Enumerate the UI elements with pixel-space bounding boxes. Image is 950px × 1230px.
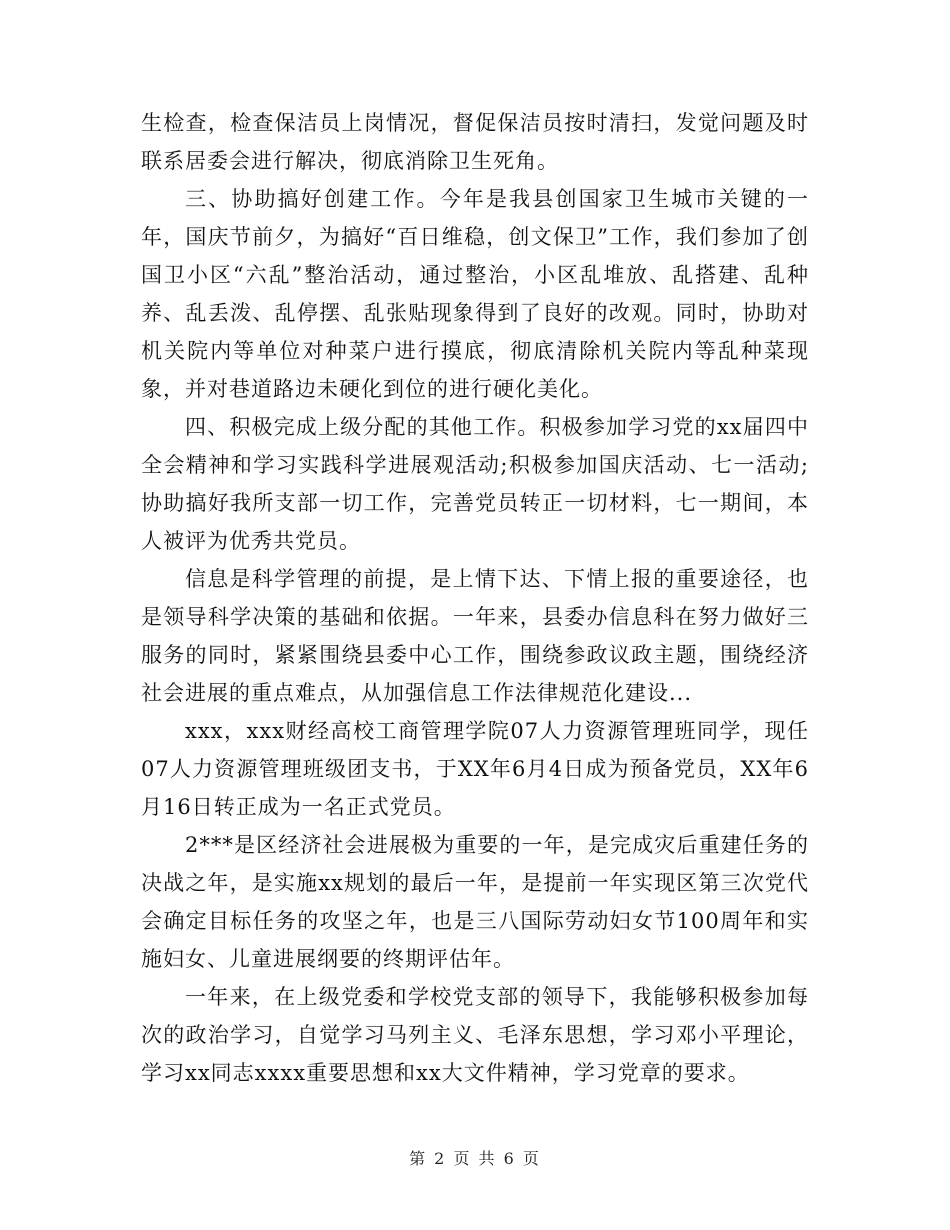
paragraph-political-study: 一年来，在上级党委和学校党支部的领导下，我能够积极参加每次的政治学习，自觉学习马列主义、毛泽东思想，学习邓小平理论，学习xx同志xxxx重要思想和xx大文件精神，学习党章的要求。 — [141, 985, 809, 1085]
document-body — [141, 104, 809, 1092]
paragraph-district-year: 2***是区经济社会进展极为重要的一年，是完成灾后重建任务的决战之年，是实施xx规划的最后一年，是提前一年实现区第三次党代会确定目标任务的攻坚之年，也是三八国际劳动妇女节100周年和实施妇女、儿童进展纲要的终期评估年。 — [141, 833, 809, 971]
paragraph-creation-work: 三、协助搞好创建工作。今年是我县创国家卫生城市关键的一年，国庆节前夕，为搞好“百日维稳，创文保卫”工作，我们参加了创国卫小区“六乱”整治活动，通过整治，小区乱堆放、乱搭建、乱种养、乱丢泼、乱停摆、乱张贴现象得到了良好的改观。同时，协助对机关院内等单位对种菜户进行摸底，彻底清除机关院内等乱种菜现象，并对巷道路边未硬化到位的进行硬化美化。 — [141, 187, 809, 401]
paragraph-information: 信息是科学管理的前提，是上情下达、下情上报的重要途径，也是领导科学决策的基础和依据。一年来，县委办信息科在努力做好三服务的同时，紧紧围绕县委中心工作，围绕参政议政主题，围绕经济社会进展的重点难点，从加强信息工作法律规范化建设... — [141, 567, 809, 705]
page-number-footer: 第 2 页 共 6 页 — [409, 1149, 541, 1168]
paragraph-continuation: 生检查，检查保洁员上岗情况，督促保洁员按时清扫，发觉问题及时联系居委会进行解决，彻底消除卫生死角。 — [141, 111, 809, 173]
paragraph-other-work: 四、积极完成上级分配的其他工作。积极参加学习党的xx届四中全会精神和学习实践科学进展观活动;积极参加国庆活动、七一活动;协助搞好我所支部一切工作，完善党员转正一切材料，七一期间，本人被评为优秀共党员。 — [141, 415, 809, 553]
paragraph-student-profile: xxx，xxx财经高校工商管理学院07人力资源管理班同学，现任07人力资源管理班级团支书，于XX年6月4日成为预备党员，XX年6月16日转正成为一名正式党员。 — [141, 719, 809, 819]
